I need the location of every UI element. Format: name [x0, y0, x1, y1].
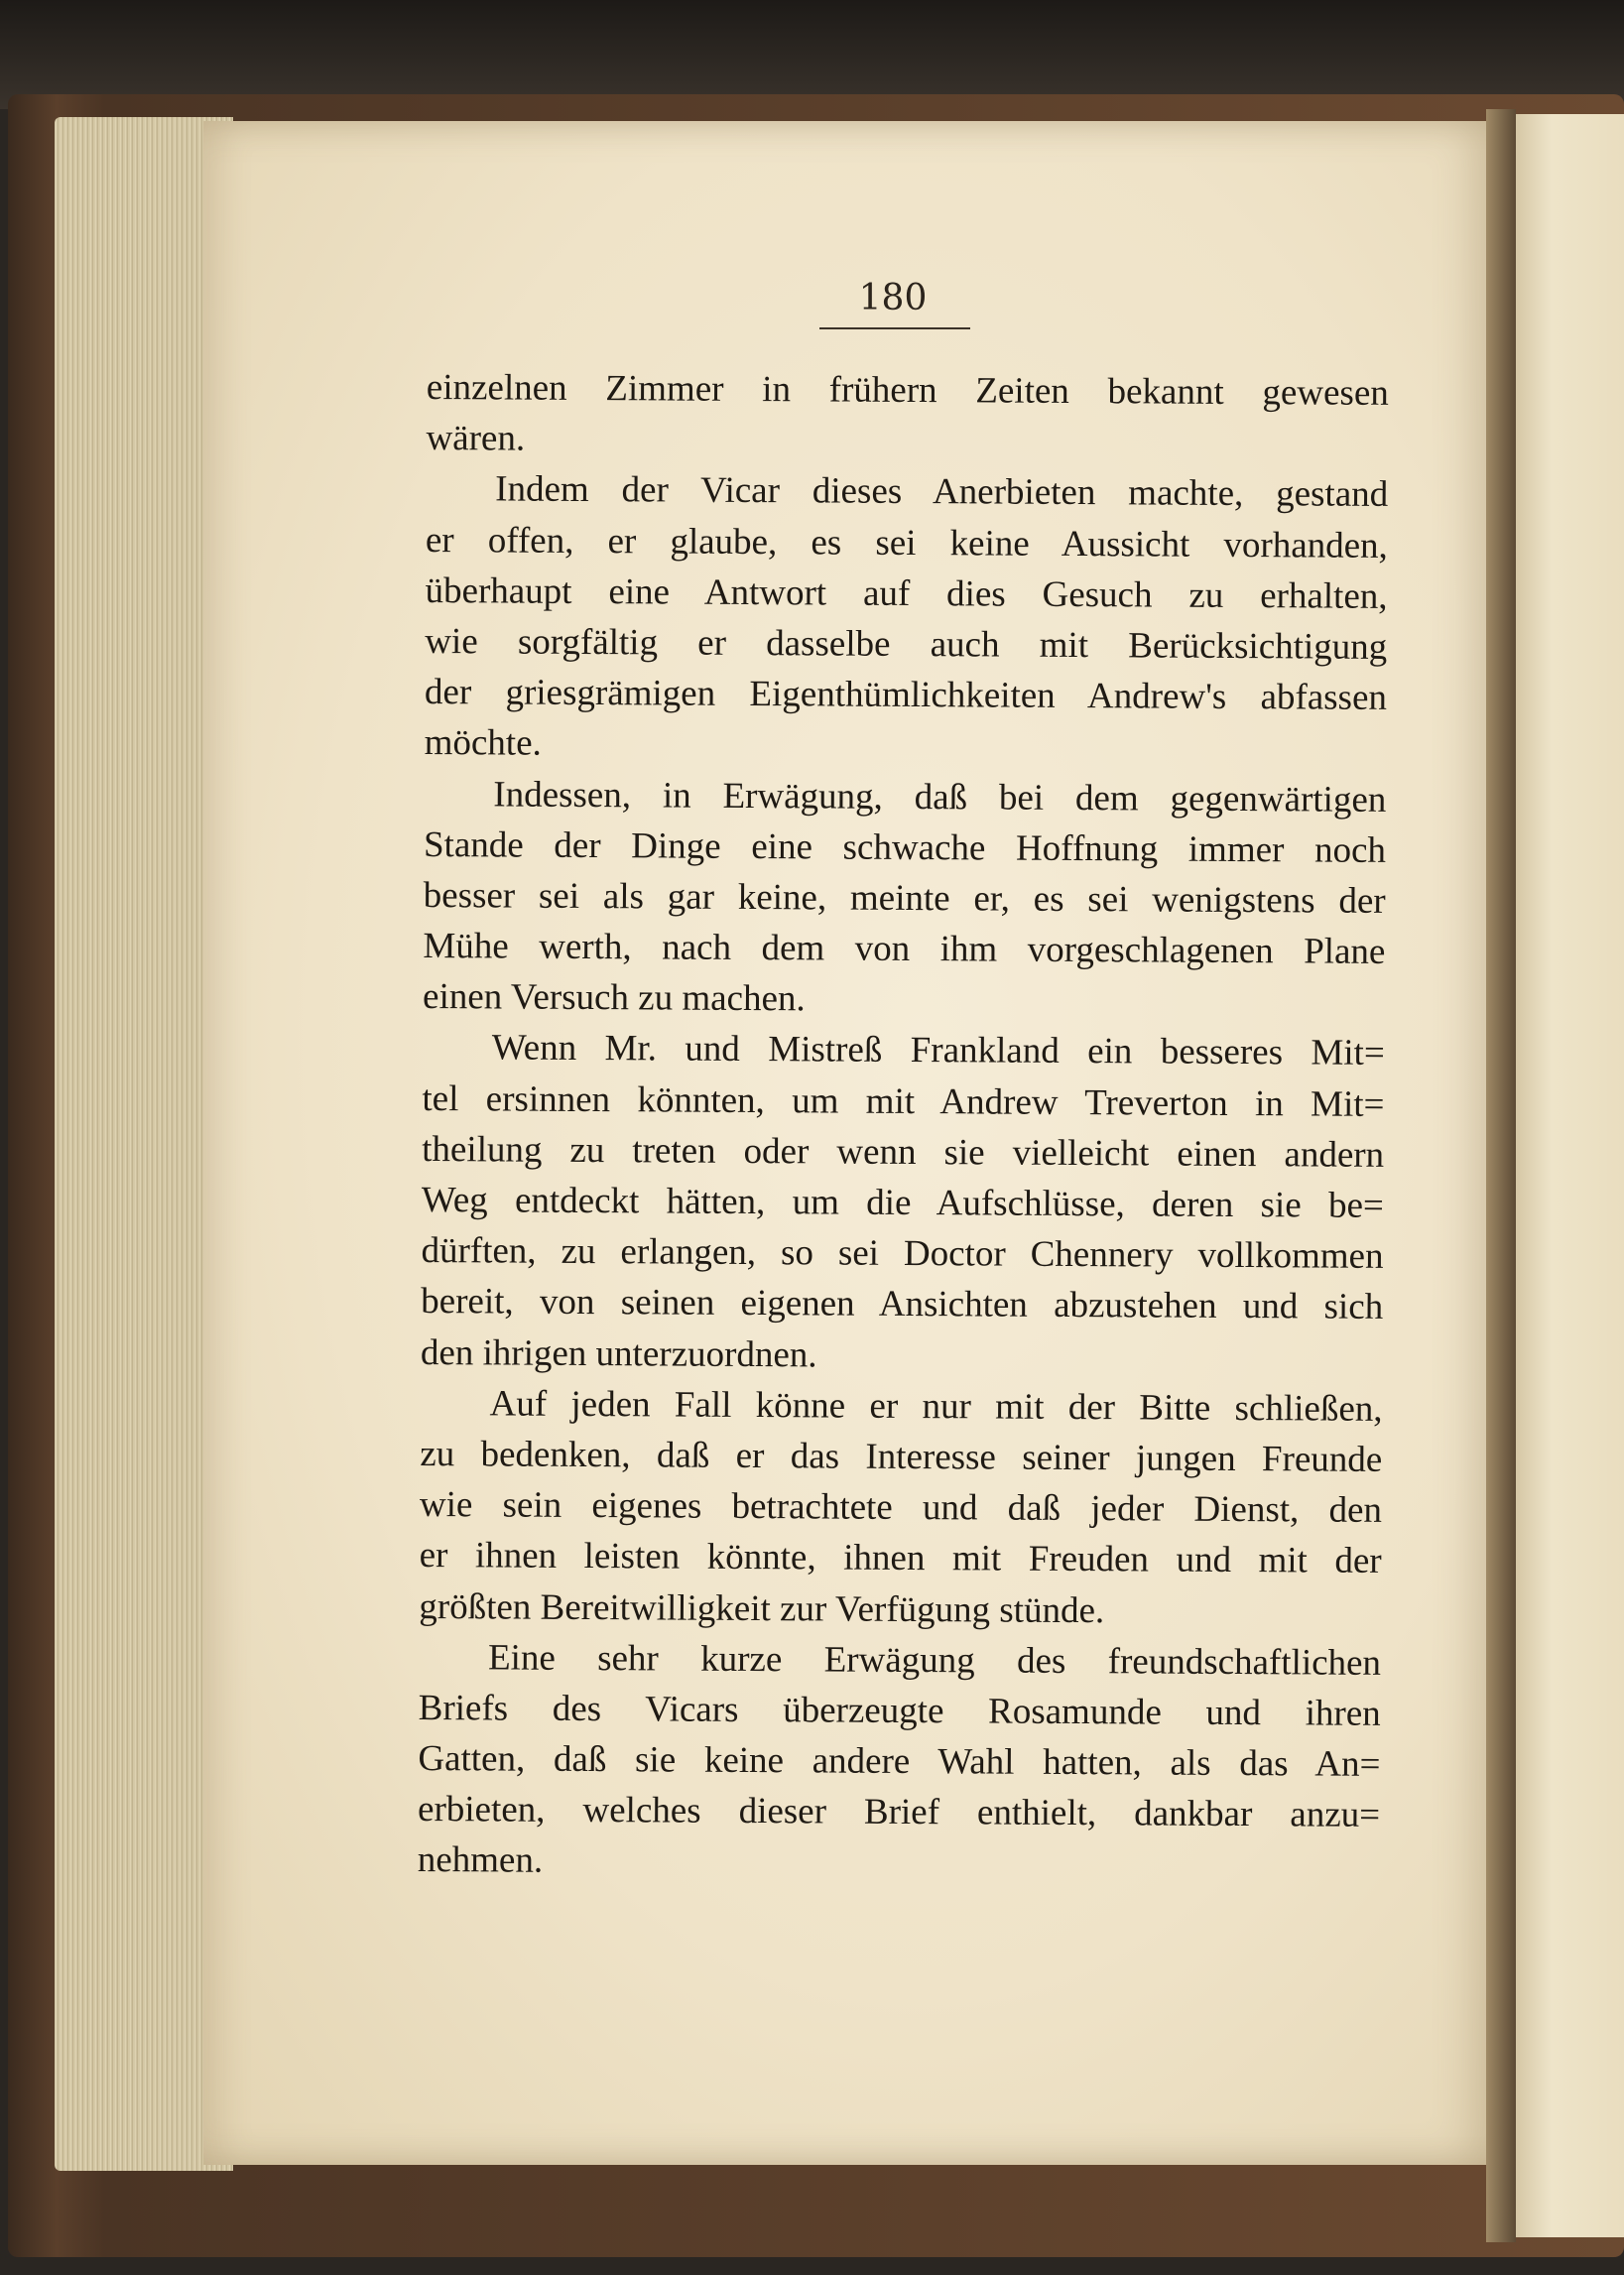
- text-line: Gatten, daß sie keine andere Wahl hatten, als das An=: [418, 1738, 1381, 1785]
- page-number: 180: [858, 278, 928, 318]
- text-line: er offen, er glaube, es sei keine Aussicht vorhanden,: [425, 519, 1389, 567]
- text-line: zu bedenken, daß er das Interesse seiner jungen Freunde: [420, 1433, 1383, 1480]
- text-line: Auf jeden Fall könne er nur mit der Bitte schließen,: [489, 1383, 1383, 1430]
- text-line: Indem der Vicar dieses Anerbieten machte, gestand: [495, 468, 1389, 516]
- text-line: nehmen.: [417, 1839, 544, 1882]
- text-line: wie sein eigenes betrachtete und daß jeder Dienst, den: [419, 1484, 1383, 1532]
- text-line: bereit, von seinen eigenen Ansichten abzustehen und sich: [421, 1281, 1384, 1328]
- text-line: den ihrigen unterzuordnen.: [420, 1331, 817, 1375]
- text-line: Indessen, in Erwägung, daß bei dem gegenwärtigen: [493, 773, 1387, 821]
- facing-page-edge: [1503, 114, 1624, 2237]
- text-line: Mühe werth, nach dem von ihm vorgeschlagenen Plane: [423, 926, 1386, 972]
- page-number-rule: [819, 327, 970, 329]
- text-line: tel ersinnen könnten, um mit Andrew Treverton in Mit=: [422, 1077, 1385, 1125]
- text-line: Wenn Mr. und Mistreß Frankland ein besseres Mit=: [491, 1027, 1385, 1074]
- text-line: der griesgrämigen Eigenthümlichkeiten Andrew's abfassen: [424, 672, 1388, 719]
- text-line: einzelnen Zimmer in frühern Zeiten bekannt gewesen: [426, 366, 1389, 414]
- text-line: möchte.: [424, 722, 542, 765]
- text-line: einen Versuch zu machen.: [422, 976, 806, 1020]
- text-line: Eine sehr kurze Erwägung des freundschaftlichen: [487, 1637, 1382, 1684]
- photo-backdrop: [0, 0, 1624, 109]
- body-text: [418, 362, 1389, 1892]
- text-line: theilung zu treten oder wenn sie vielleicht einen andern: [422, 1128, 1385, 1176]
- text-line: dürften, zu erlangen, so sei Doctor Chennery vollkommen: [421, 1230, 1384, 1278]
- text-line: besser sei als gar keine, meinte er, es sei wenigstens der: [423, 874, 1386, 922]
- text-line: Stande der Dinge eine schwache Hoffnung immer noch: [423, 823, 1387, 871]
- text-line: wären.: [426, 418, 526, 459]
- text-line: er ihnen leisten könnte, ihnen mit Freuden und mit der: [419, 1535, 1382, 1582]
- spine-gutter: [1486, 109, 1516, 2242]
- text-line: wie sorgfältig er dasselbe auch mit Berücksichtigung: [425, 620, 1388, 668]
- text-line: größten Bereitwilligkeit zur Verfügung stünde.: [419, 1585, 1105, 1631]
- text-line: Briefs des Vicars überzeugte Rosamunde und ihren: [418, 1687, 1381, 1734]
- text-line: erbieten, welches dieser Brief enthielt, dankbar anzu=: [417, 1789, 1381, 1836]
- text-line: überhaupt eine Antwort auf dies Gesuch zu erhalten,: [425, 569, 1388, 617]
- text-line: Weg entdeckt hätten, um die Aufschlüsse, deren sie be=: [421, 1179, 1384, 1226]
